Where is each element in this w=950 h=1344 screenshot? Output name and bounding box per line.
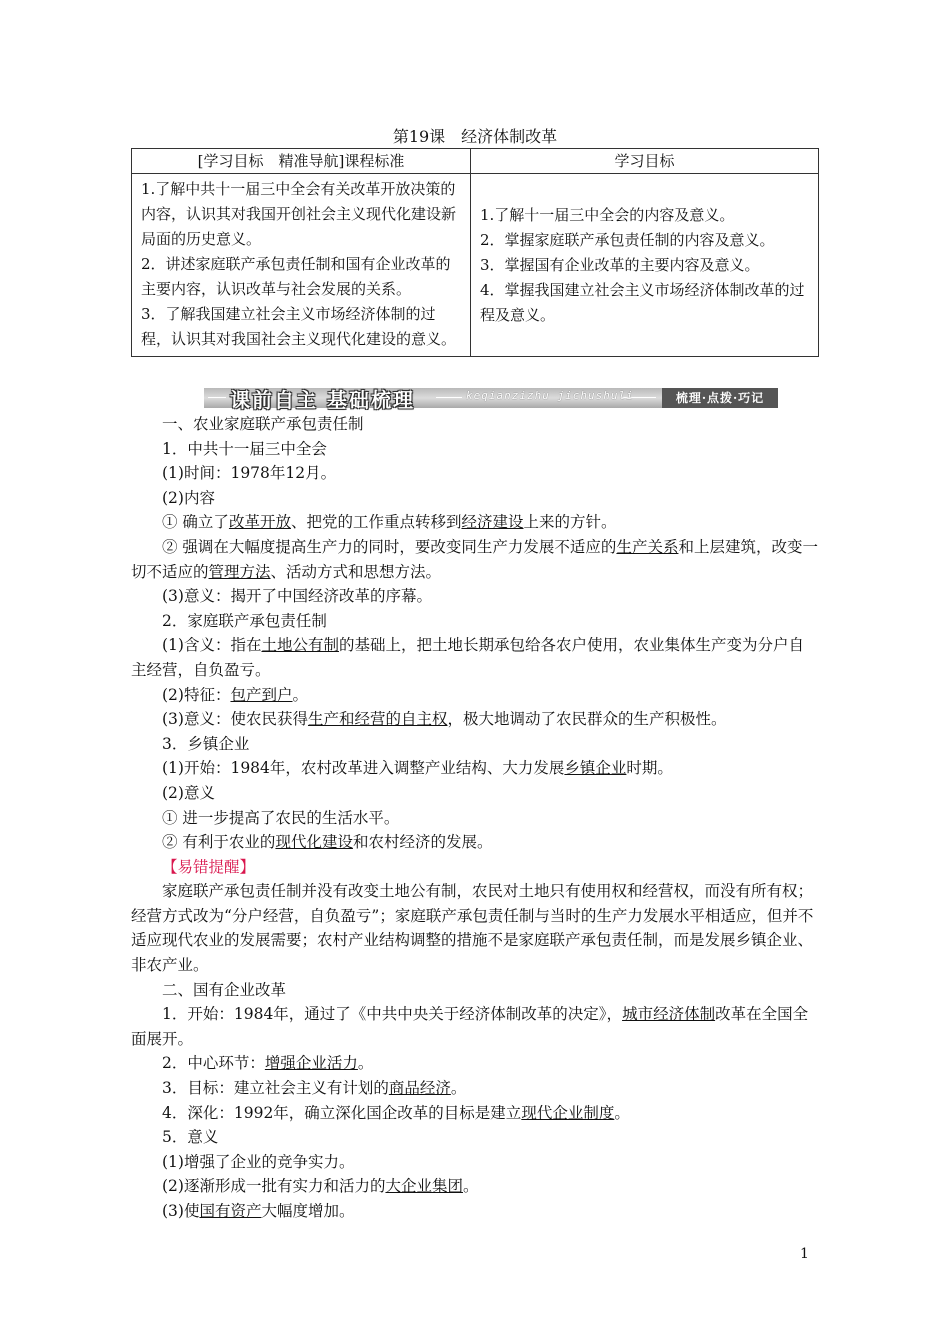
- standards-cell: [132, 174, 471, 357]
- banner-title: 课前自主 基础梳理: [230, 388, 415, 412]
- paragraph: (3)使国有资产大幅度增加。: [162, 1202, 355, 1220]
- objective-item: 1.了解十一届三中全会的内容及意义。: [480, 205, 735, 224]
- paragraph: 2．中心环节：增强企业活力。: [162, 1054, 374, 1073]
- section-banner: [204, 384, 778, 410]
- standard-item: 3．了解我国建立社会主义市场经济体制的过程，认识其对我国社会主义现代化建设的意义。: [141, 305, 457, 348]
- banner-line: [436, 397, 462, 398]
- subheading: 2．家庭联产承包责任制: [162, 611, 327, 630]
- key-term: 生产关系: [616, 537, 679, 556]
- banner-line: [208, 397, 226, 398]
- paragraph: (2)意义: [162, 783, 215, 802]
- paragraph: ② 强调在大幅度提高生产力的同时，要改变同生产力发展不适应的生产关系和上层建筑，改变一切不适应的管理方法、活动方式和思想方法。: [131, 537, 818, 581]
- paragraph: ② 有利于农业的现代化建设和农村经济的发展。: [162, 833, 493, 852]
- key-term: 生产和经营的自主权: [307, 710, 448, 729]
- key-term: 包产到户: [230, 685, 293, 704]
- tip-label: 【易错提醒】: [162, 857, 256, 876]
- paragraph: ① 确立了改革开放、把党的工作重点转移到经济建设上来的方针。: [162, 513, 617, 532]
- key-term: 乡镇企业: [564, 759, 627, 778]
- paragraph: (1)增强了企业的竞争实力。: [162, 1152, 355, 1171]
- paragraph: ① 进一步提高了农民的生活水平。: [162, 808, 400, 827]
- key-term: 增强企业活力: [264, 1054, 358, 1073]
- key-term: 管理方法: [208, 562, 271, 581]
- banner-tag: 梳理·点拨·巧记: [662, 388, 778, 408]
- standard-item: 2．讲述家庭联产承包责任制和国有企业改革的主要内容，认识改革与社会发展的关系。: [141, 255, 451, 298]
- objectives-table: [131, 148, 819, 357]
- key-term: 大企业集团: [385, 1177, 463, 1196]
- key-term: 经济建设: [461, 513, 524, 532]
- objective-item: 4．掌握我国建立社会主义市场经济体制改革的过程及意义。: [480, 280, 805, 324]
- paragraph: 3．目标：建立社会主义有计划的商品经济。: [162, 1079, 467, 1098]
- paragraph: (2)特征：包产到户。: [162, 685, 308, 704]
- paragraph: (1)开始：1984年，农村改革进入调整产业结构、大力发展乡镇企业时期。: [162, 759, 673, 778]
- table-header-objectives: 学习目标: [471, 149, 819, 174]
- key-term: 商品经济: [388, 1079, 451, 1098]
- section-heading: 二、国有企业改革: [162, 980, 287, 999]
- key-term: 改革开放: [228, 513, 291, 532]
- paragraph: (1)含义：指在土地公有制的基础上，把土地长期承包给各农户使用，农业集体生产变为分户自主经营，自负盈亏。: [131, 636, 804, 679]
- page-number: 1: [800, 1246, 809, 1262]
- table-header-standards: [学习目标 精准导航]课程标准: [132, 149, 471, 174]
- paragraph: (3)意义：使农民获得生产和经营的自主权，极大地调动了农民群众的生产积极性。: [162, 710, 727, 729]
- banner-pinyin: keqianzizhu jichushuli: [466, 389, 634, 402]
- subheading: 5．意义: [162, 1128, 219, 1147]
- paragraph: 1．开始：1984年，通过了《中共中央关于经济体制改革的决定》，城市经济体制改革在全国全面展开。: [131, 1005, 809, 1048]
- tip-paragraph: 家庭联产承包责任制并没有改变土地公有制，农民对土地只有使用权和经营权，而没有所有权；经营方式改为“分户经营，自负盈亏”；家庭联产承包责任制与当时的生产力发展水平相适应，但并不适应现代农业的发展需要；农村产业结构调整的措施不是家庭联产承包责任制，而是发展乡镇企业、非农产业。: [131, 882, 814, 975]
- paragraph: (2)内容: [162, 488, 215, 507]
- key-term: 国有资产: [199, 1202, 262, 1220]
- objective-item: 2．掌握家庭联产承包责任制的内容及意义。: [480, 230, 775, 249]
- paragraph: (2)逐渐形成一批有实力和活力的大企业集团。: [162, 1177, 479, 1196]
- lesson-content: [131, 412, 819, 1224]
- key-term: 现代化建设: [275, 833, 353, 852]
- section-heading: 一、农业家庭联产承包责任制: [162, 415, 364, 433]
- key-term: 土地公有制: [261, 636, 339, 655]
- objectives-cell: [471, 174, 819, 357]
- objective-item: 3．掌握国有企业改革的主要内容及意义。: [480, 255, 760, 274]
- subheading: 3．乡镇企业: [162, 734, 250, 753]
- key-term: 城市经济体制: [622, 1005, 716, 1024]
- paragraph: 4．深化：1992年，确立深化国企改革的目标是建立现代企业制度。: [162, 1103, 630, 1122]
- paragraph: (1)时间：1978年12月。: [162, 464, 337, 483]
- key-term: 现代企业制度: [521, 1103, 615, 1122]
- paragraph: (3)意义：揭开了中国经济改革的序幕。: [162, 587, 432, 606]
- lesson-title: 第19课 经济体制改革: [392, 127, 558, 146]
- subheading: 1．中共十一届三中全会: [162, 439, 327, 458]
- standard-item: 1.了解中共十一届三中全会有关改革开放决策的内容，认识其对我国开创社会主义现代化建设新局面的历史意义。: [141, 180, 457, 248]
